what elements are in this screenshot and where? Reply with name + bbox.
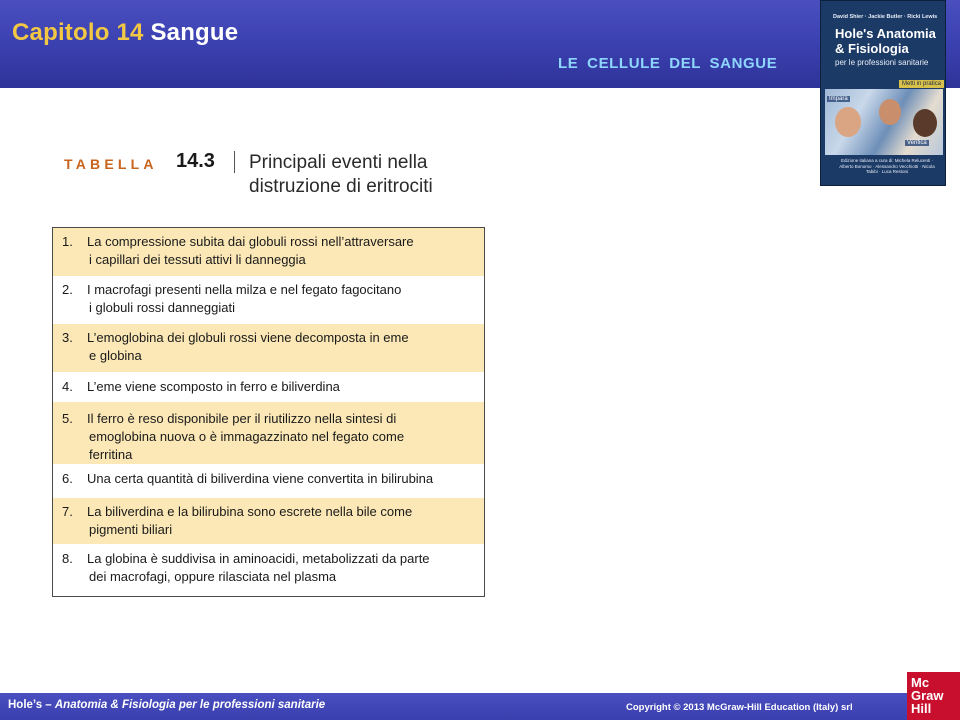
- logo-line1: Mc: [911, 675, 930, 690]
- table-row: [53, 276, 484, 324]
- row-number: 3.: [62, 330, 73, 345]
- chapter-label: Capitolo 14: [12, 19, 144, 46]
- slide-title: [12, 19, 238, 47]
- row-text-line: I macrofagi presenti nella milza e nel fegato fagocitano: [87, 282, 402, 297]
- cover-tag-impara: Impara: [829, 96, 848, 102]
- row-number: 2.: [62, 282, 73, 297]
- table-row: [53, 402, 484, 464]
- row-number: 5.: [62, 411, 73, 426]
- row-number: 6.: [62, 471, 73, 486]
- cover-tag-metti: Metti in pratica: [899, 80, 944, 88]
- row-text-line: L’emoglobina dei globuli rossi viene decomposta in eme: [87, 330, 409, 345]
- table-label: TABELLA: [64, 156, 158, 172]
- footer-copyright: Copyright © 2013 McGraw-Hill Education (Italy) srl: [626, 702, 853, 713]
- row-text-line: pigmenti biliari: [89, 522, 173, 537]
- cover-title-line2: & Fisiologia: [835, 41, 909, 56]
- section-title: LE CELLULE DEL SANGUE: [558, 55, 778, 72]
- row-text-line: i capillari dei tessuti attivi li danneggia: [89, 252, 306, 267]
- row-text: [87, 233, 481, 269]
- footer-book-name: Anatomia & Fisiologia per le professioni sanitarie: [54, 699, 326, 711]
- row-text-line: i globuli rossi danneggiati: [89, 300, 235, 315]
- chapter-subject: Sangue: [150, 19, 239, 46]
- cover-tag-verifica: Verifica: [907, 140, 927, 146]
- row-text-line: La biliverdina e la bilirubina sono escrete nella bile come: [87, 504, 413, 519]
- cover-edition: Edizione italiana a cura di: Michela Relucenti · Alberto Bonomo · Alessandro Vecchiotti · Nicola Tabibi · Luca Restoni: [839, 158, 935, 174]
- table-row: [53, 544, 484, 596]
- table-row: [53, 498, 484, 544]
- row-text-line: Una certa quantità di biliverdina viene convertita in bilirubina: [87, 471, 434, 486]
- row-text: [87, 329, 481, 365]
- row-text-line: dei macrofagi, oppure rilasciata nel plasma: [89, 569, 337, 584]
- table-row: [53, 464, 484, 498]
- row-text: [87, 281, 481, 317]
- row-text: [87, 503, 481, 539]
- row-number: 7.: [62, 504, 73, 519]
- table-title: Principali eventi nella distruzione di eritrociti: [249, 152, 433, 197]
- cover-title-line1: Hole's Anatomia: [835, 26, 936, 41]
- slide-footer: [0, 693, 960, 720]
- row-number: 8.: [62, 551, 73, 566]
- book-cover-image: [820, 0, 946, 186]
- row-text-line: L’eme viene scomposto in ferro e biliverdina: [87, 379, 340, 394]
- row-text: [87, 550, 481, 586]
- cover-title-line3: per le professioni sanitarie: [835, 58, 929, 67]
- row-text: [87, 410, 481, 464]
- row-text-line: e globina: [89, 348, 142, 363]
- logo-line2: Graw: [911, 688, 944, 703]
- row-text: [87, 470, 481, 488]
- row-number: 1.: [62, 234, 73, 249]
- footer-book-prefix: Hole’s –: [8, 699, 55, 711]
- row-text: [87, 378, 481, 396]
- row-text-line: La compressione subita dai globuli rossi nell’attraversare: [87, 234, 414, 249]
- mcgraw-hill-logo: [907, 672, 960, 720]
- row-number: 4.: [62, 379, 73, 394]
- footer-book-title: [8, 699, 325, 711]
- row-text-line: Il ferro è reso disponibile per il riutilizzo nella sintesi di: [87, 411, 397, 426]
- row-text-line: La globina è suddivisa in aminoacidi, metabolizzati da parte: [87, 551, 430, 566]
- row-text-line: ferritina: [89, 447, 133, 462]
- logo-line3: Hill: [911, 701, 932, 716]
- row-text-line: emoglobina nuova o è immagazzinato nel fegato come: [89, 429, 405, 444]
- table-title-divider: [234, 151, 235, 173]
- events-table: [52, 227, 485, 597]
- cover-authors: David Shier · Jackie Butler · Ricki Lewis: [833, 14, 938, 20]
- table-row: [53, 372, 484, 402]
- table-number: 14.3: [176, 150, 215, 172]
- slide-header: [0, 0, 960, 88]
- table-row: [53, 324, 484, 372]
- table-row: [53, 228, 484, 276]
